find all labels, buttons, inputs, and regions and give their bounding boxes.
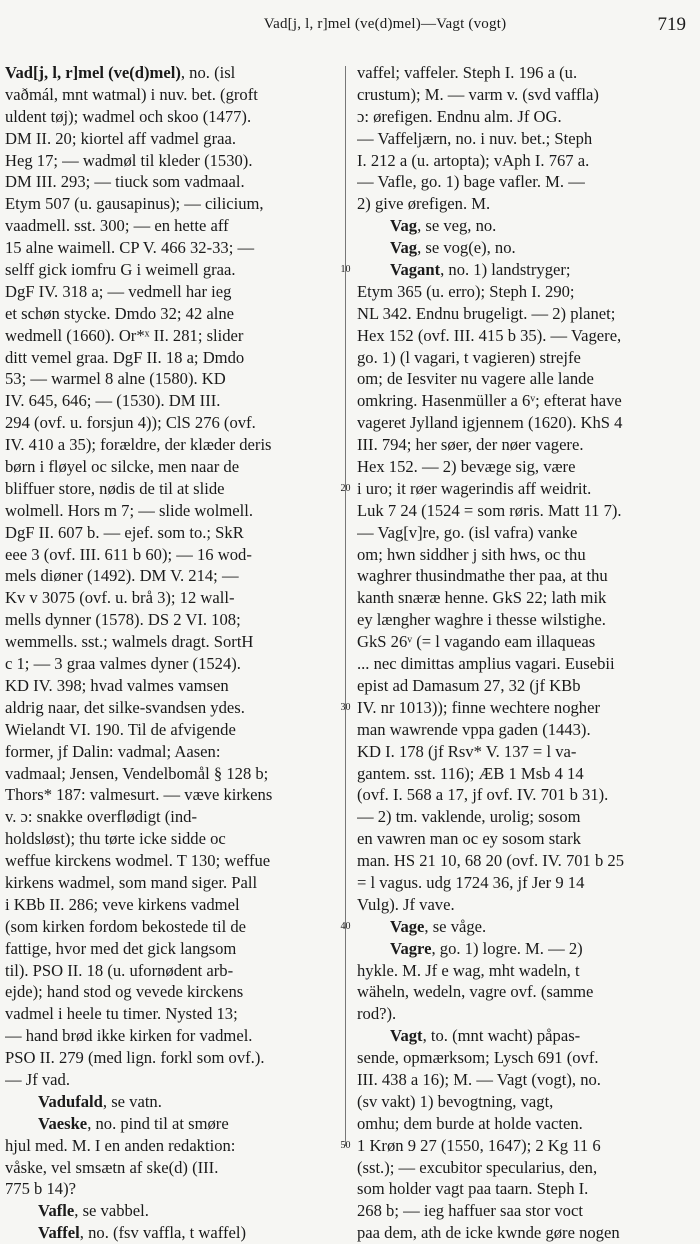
text-line: 775 b 14)? [5,1179,76,1199]
text-line: uldent tøj); wadmel och skoo (1477). [5,106,252,126]
text-line: i uro; it røer wagerindis aff weidrit. [357,478,592,498]
text-line: crustum); M. — varm v. (svd vaffla) [357,84,599,104]
text-line: om; de Iesviter nu vagere alle lande [357,369,594,389]
text-line: man. HS 21 10, 68 20 (ovf. IV. 701 b 25 [357,851,625,871]
page-number: 719 [657,14,686,35]
text-line: Vulg). Jf vave. [357,894,455,914]
text-line: børn i fløyel oc silcke, men naar de [5,457,240,477]
text-line: (som kirken fordom bekostede til de [5,916,247,936]
text-line: mels diøner (1492). DM V. 214; — [5,566,239,586]
text-line: selff gick iomfru G i weimell graa. [5,260,236,280]
text-line: et schøn stycke. Dmdo 32; 42 alne [5,303,235,323]
text-line: Etym 507 (u. gausapinus); — cilicium, [5,194,264,214]
text-line: Vagt, to. (mnt wacht) påpas- [390,1026,581,1046]
text-line: GkS 26ᵛ (= l vagando eam illaqueas [357,632,596,652]
text-line: kirkens wadmel, som mand siger. Pall [5,872,258,892]
text-line: Wielandt VI. 190. Til de afvigende [5,719,236,739]
running-head-title: Vad[j, l, r]mel (ve(d)mel)—Vagt (vogt) [263,16,507,32]
text-line: DgF IV. 318 a; — vedmell har ieg [5,281,232,301]
text-line: DgF II. 607 b. — ejef. som to.; SkR [5,522,244,542]
text-line: Vadufald, se vatn. [38,1091,162,1111]
text-line: vadmaal; Jensen, Vendelbomål § 128 b; [5,763,269,783]
text-line: Hex 152 (ovf. III. 415 b 35). — Vagere, [357,325,622,345]
text-line: gantem. sst. 116); ÆB 1 Msb 4 14 [357,763,584,783]
text-line: epist ad Damasum 27, 32 (jf KBb [357,675,581,695]
text-line: = l vagus. udg 1724 36, jf Jer 9 14 [357,872,585,892]
text-line: I. 212 a (u. artopta); vAph I. 767 a. [357,150,590,170]
running-head [0,14,700,38]
text-line: go. 1) (l vagari, t vagieren) strejfe [357,347,581,367]
text-line: (sst.); — excubitor specularius, den, [357,1157,598,1177]
margin-line-number: 30 [340,702,351,714]
text-line: i KBb II. 286; veve kirkens vadmel [5,894,240,914]
right-column [357,62,694,1244]
text-line: ɔ: ørefigen. Endnu alm. Jf OG. [357,106,562,126]
text-line: Luk 7 24 (1524 = som røris. Matt 11 7). [357,500,622,520]
text-line: Etym 365 (u. erro); Steph I. 290; [357,281,575,301]
text-line: 294 (ovf. u. forsjun 4)); ClS 276 (ovf. [5,413,256,433]
text-line: wemmells. sst.; walmels dragt. SortH [5,632,254,652]
text-line: om; hwn siddher j sith hws, oc thu [357,544,586,564]
text-line: c 1; — 3 graa valmes dyner (1524). [5,654,241,674]
text-line: holdsløst); thu tørte icke sidde oc [5,829,226,849]
text-line: 268 b; — ieg haffuer saa stor voct [357,1201,583,1221]
text-line: vadmel i heele tu timer. Nysted 13; [5,1004,238,1024]
text-line: Vagre, go. 1) logre. M. — 2) [390,938,583,958]
text-line: fattige, hvor med det gick langsom [5,938,237,958]
text-line: waghrer thusindmathe ther paa, at thu [357,566,608,586]
text-line: omhu; dem burde at holde vacten. [357,1113,583,1133]
text-line: wedmell (1660). Or*ˣ II. 281; slider [5,325,244,345]
text-line: som holder vagt paa taarn. Steph I. [357,1179,589,1199]
text-line: KD IV. 398; hvad valmes vamsen [5,675,229,695]
text-line: kanth snæræ henne. GkS 22; lath mik [357,588,607,608]
text-line: NL 342. Endnu brugeligt. — 2) planet; [357,303,616,323]
text-line: Vad[j, l, r]mel (ve(d)mel), no. (isl [5,63,236,82]
text-line: — Vag[v]re, go. (isl vafra) vanke [357,522,578,542]
text-line: Vaeske, no. pind til at smøre [38,1113,229,1133]
text-line: III. 794; her søer, der nøer vagere. [357,435,584,455]
text-line: (sv vakt) 1) bevogtning, vagt, [357,1091,554,1111]
text-line: — 2) tm. vaklende, urolig; sosom [357,807,581,827]
text-line: Thors* 187: valmesurt. — væve kirkens [5,785,273,805]
text-line: sende, opmærksom; Lysch 691 (ovf. [357,1048,599,1068]
text-line: ey længher waghre i thesse wilstighe. [357,610,606,630]
margin-line-number: 10 [340,264,351,276]
margin-line-number: 40 [340,921,351,933]
text-line: KD I. 178 (jf Rsv* V. 137 = l va- [357,741,577,761]
text-line: former, jf Dalin: vadmal; Aasen: [5,741,221,761]
text-line: hykle. M. Jf e wag, mht wadeln, t [357,960,580,980]
text-line: Kv v 3075 (ovf. u. brå 3); 12 wall- [5,588,235,608]
text-line: omkring. Hasenmüller a 6ᵛ; efterat have [357,391,622,411]
text-line: v. ɔ: snakke overflødigt (ind- [5,807,198,827]
text-line: wäheln, wedeln, vagre ovf. (samme [357,982,594,1002]
text-line: DM III. 293; — tiuck som vadmaal. [5,172,245,192]
margin-line-number: 50 [340,1140,351,1152]
text-line: bliffuer store, nødis de til at slide [5,478,225,498]
margin-line-number: 20 [340,483,351,495]
text-line: hjul med. M. I en anden redaktion: [5,1135,236,1155]
text-line: vaadmell. sst. 300; — en hette aff [5,216,229,236]
text-line: — Jf vad. [5,1069,70,1089]
text-line: aldrig naar, det silke-svandsen ydes. [5,697,245,717]
text-line: ejde); hand stod og vevede kirckens [5,982,244,1002]
text-line: eee 3 (ovf. III. 611 b 60); — 16 wod- [5,544,252,564]
text-line: rod?). [357,1004,397,1024]
text-line: en vawren man oc ey sosom stark [357,829,581,849]
text-line: Hex 152. — 2) bevæge sig, være [357,457,576,477]
text-line: til). PSO II. 18 (u. ufornødent arb- [5,960,234,980]
text-line: — hand brød ikke kirken for vadmel. [5,1026,253,1046]
text-line: man wawrende vppa gaden (1443). [357,719,591,739]
text-line: Heg 17; — wadmøl til kleder (1530). [5,150,253,170]
text-line: Vaffel, no. (fsv vaffla, t waffel) [38,1223,246,1243]
text-line: DM II. 20; kiortel aff vadmel graa. [5,128,237,148]
text-line: vageret Jylland igjennem (1620). KhS 4 [357,413,623,433]
text-line: vaffel; vaffeler. Steph I. 196 a (u. [357,63,578,82]
text-line: III. 438 a 16); M. — Vagt (vogt), no. [357,1069,601,1089]
text-line: IV. nr 1013)); finne wechtere nogher [357,697,600,717]
text-line: paa dem, ath de icke kwnde gøre nogen [357,1223,620,1243]
text-line: — Vafle, go. 1) bage vafler. M. — [357,172,585,192]
text-line: PSO II. 279 (med lign. forkl som ovf.). [5,1048,265,1068]
text-line: vaðmál, mnt watmal) i nuv. bet. (groft [5,84,258,104]
text-line: ditt vemel graa. DgF II. 18 a; Dmdo [5,347,245,367]
text-line: weffue kirckens wodmel. T 130; weffue [5,851,271,871]
text-line: 15 alne waimell. CP V. 466 32-33; — [5,238,255,258]
text-line: Vagant, no. 1) landstryger; [390,260,571,280]
text-line: IV. 410 a 35); forældre, der klæder deris [5,435,272,455]
text-line: 53; — warmel 8 alne (1580). KD [5,369,226,389]
left-column [5,62,334,1244]
text-line: Vage, se våge. [390,916,487,936]
column-divider [345,66,346,1146]
text-line: IV. 645, 646; — (1530). DM III. [5,391,221,411]
text-line: — Vaffeljærn, no. i nuv. bet.; Steph [357,128,593,148]
text-line: Vag, se vog(e), no. [390,238,516,258]
text-line: wolmell. Hors m 7; — slide wolmell. [5,500,253,520]
text-line: Vag, se veg, no. [390,216,497,236]
text-line: ... nec dimittas amplius vagari. Eusebii [357,654,615,674]
text-line: 2) give ørefigen. M. [357,194,491,214]
text-line: 1 Krøn 9 27 (1550, 1647); 2 Kg 11 6 [357,1135,601,1155]
text-line: Vafle, se vabbel. [38,1201,149,1221]
text-line: mells dynner (1578). DS 2 VI. 108; [5,610,241,630]
text-line: (ovf. I. 568 a 17, jf ovf. IV. 701 b 31). [357,785,609,805]
text-line: våske, vel smsætn af ske(d) (III. [5,1157,219,1177]
